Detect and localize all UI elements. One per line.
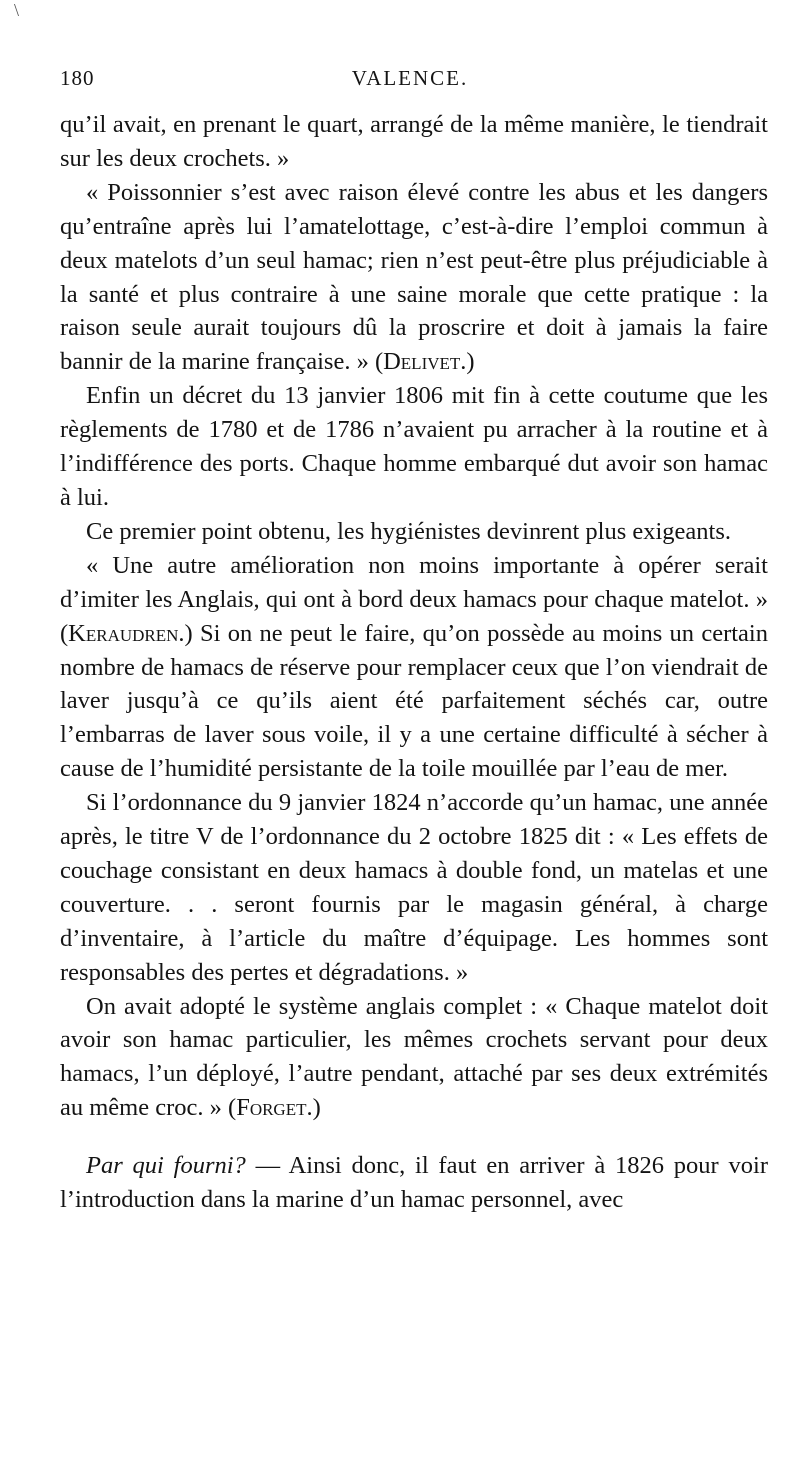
paragraph — [60, 786, 768, 989]
paragraph-text: « Poissonnier s’est avec raison élevé contre les abus et les dangers qu’entraîne après lui l’amatelottage, c’est-à-dire l’emploi commun à deux matelots d’un seul hamac; rien n’est peut-être plus préjudiciable à la santé et plus contraire à une saine morale que cette pratique : la raison seule aurait toujours dû la proscrire et doit à jamais la faire bannir de la marine française. » ( — [60, 178, 768, 376]
author-citation: Keraudren — [68, 619, 179, 647]
section-rubric: Par qui fourni? — [86, 1152, 246, 1180]
page-body — [60, 108, 768, 1217]
paragraph: On avait adopté le système anglais complet : « Chaque matelot doit avoir son hamac particulier, les mêmes crochets servant pour deux hamacs, l’un déployé, l’autre pendant, attaché par ses deux extrémités au même croc. » (Forget.) — [60, 992, 768, 1122]
paragraph — [60, 515, 768, 549]
paragraph-text: Ce premier point obtenu, les hygiénistes devinrent plus exigeants. — [86, 517, 732, 545]
paragraph-text: qu’il avait, en prenant le quart, arrangé de la même manière, le tiendrait sur les deux crochets. » — [60, 111, 768, 172]
paragraph-text: Si l’ordonnance du 9 janvier 1824 n’accorde qu’un hamac, une année après, le titre V de l’ordonnance du 2 octobre 1825 dit : « Les effets de couchage consistant en deux hamacs à double fond, un matelas et une couverture. . . seront fournis par le magasin général, à charge d’inventaire, à l’article du maître d’équipage. Les hommes sont responsables des pertes et dégradations. » — [60, 789, 768, 986]
page-header — [60, 66, 760, 96]
paragraph: « Une autre amélioration non moins importante à opérer serait d’imiter les Anglais, qui ont à bord deux hamacs pour chaque matelot. » (Keraudren.) Si on ne peut le faire, qu’on possède au moins un certain nombre de hamacs de réserve pour remplacer ceux que l’on viendrait de laver jusqu’à ce qu’ils aient été parfaitement séchés car, outre l’embarras de laver sous voile, il y a une certaine difficulté à sécher à cause de l’humidité persistante de la toile mouillée par l’eau de mer. — [60, 551, 768, 783]
paragraph — [60, 1149, 768, 1217]
author-citation: Delivet — [383, 348, 461, 376]
paragraph-text: — Ainsi donc, il faut en arriver à 1826 pour voir l’introduction dans la marine d’un hamac personnel, avec — [60, 1152, 768, 1214]
paragraph: « Poissonnier s’est avec raison élevé contre les abus et les dangers qu’entraîne après lui l’amatelottage, c’est-à-dire l’emploi commun à deux matelots d’un seul hamac; rien n’est peut-être plus préjudiciable à la santé et plus contraire à une saine morale que cette pratique : la raison seule aurait toujours dû la proscrire et doit à jamais la faire bannir de la marine française. » (Delivet.) — [60, 178, 768, 376]
paragraph-text: On avait adopté le système anglais complet : « Chaque matelot doit avoir son hamac particulier, les mêmes crochets servant pour deux hamacs, l’un déployé, l’autre pendant, attaché par ses deux extrémités au même croc. » ( — [60, 992, 768, 1122]
paragraph — [60, 379, 768, 515]
paragraph-text: Enfin un décret du 13 janvier 1806 mit fin à cette coutume que les règlements de 1780 et de 1786 n’avaient pu arracher à la routine et à l’indifférence des ports. Chaque homme embarqué dut avoir son hamac à lui. — [60, 382, 768, 511]
author-citation: Forget — [236, 1094, 307, 1122]
page-number: 180 — [60, 66, 95, 90]
running-title: VALENCE. — [351, 66, 469, 90]
scan-corner-mark: \ — [14, 0, 20, 20]
paragraph — [60, 108, 768, 176]
paragraph-text: « Une autre amélioration non moins importante à opérer serait d’imiter les Anglais, qui ont à bord deux hamacs pour chaque matelot. » ( — [60, 551, 768, 647]
